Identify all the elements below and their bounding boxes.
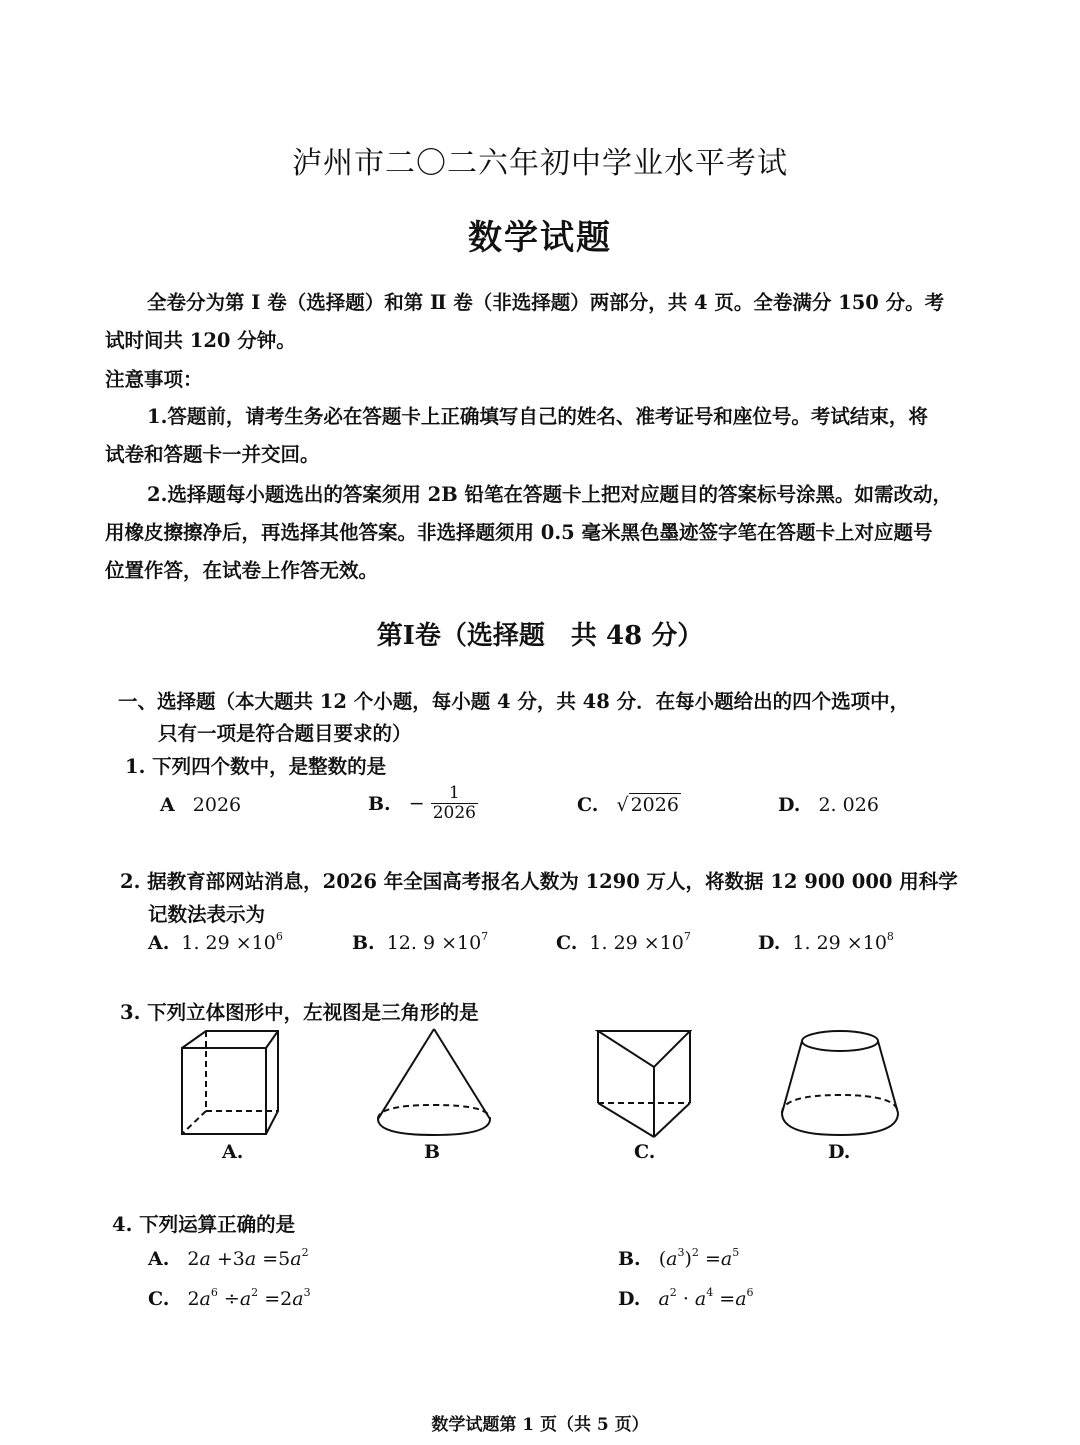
- option-label: A: [160, 794, 175, 816]
- option-label: B.: [352, 932, 375, 954]
- cube-icon: [170, 1025, 290, 1140]
- option-label: B.: [368, 792, 391, 815]
- page-footer: 数学试题第 1 页（共 5 页）: [431, 1415, 649, 1435]
- q3-figure-label-b: B: [424, 1141, 441, 1163]
- q2-option-c: [556, 930, 691, 954]
- option-exponent: 6: [275, 930, 283, 943]
- option-expression: $(a^3)^2 =a^5$: [658, 1246, 740, 1270]
- option-label: A.: [148, 932, 170, 954]
- option-expression: $2a^6 \div a^2 =2a^3$: [187, 1286, 311, 1310]
- option-value: 2. 026: [818, 794, 879, 816]
- option-label: D.: [778, 794, 801, 816]
- square-root: [616, 794, 680, 816]
- option-exponent: 7: [683, 930, 691, 943]
- q1-option-d: [778, 794, 879, 816]
- option-expression: $2a +3a =5a^2$: [187, 1246, 309, 1270]
- triangular-prism-icon: [592, 1025, 696, 1140]
- option-expression: $a^2 \cdot a^4 =a^6$: [658, 1286, 754, 1310]
- option-base: 1. 29 ×10: [792, 932, 887, 954]
- notice-item-1-line-2: 试卷和答题卡一并交回。: [105, 443, 320, 466]
- cone-icon: [372, 1025, 496, 1140]
- notice-item-1-line-1: 1.答题前，请考生务必在答题卡上正确填写自己的姓名、准考证号和座位号。考试结束，将: [147, 405, 928, 428]
- section-heading: 第Ⅰ卷（选择题 共 48 分）: [376, 621, 704, 651]
- option-label: B.: [618, 1248, 641, 1270]
- q3-figure-label-a: A.: [222, 1141, 244, 1163]
- q3-figure-label-c: C.: [634, 1141, 656, 1163]
- q1-option-a: [160, 794, 241, 816]
- part-instruction-line-1: 一、选择题（本大题共 12 个小题，每小题 4 分，共 48 分．在每小题给出的四个选项中，: [118, 690, 910, 713]
- option-label: C.: [148, 1288, 170, 1310]
- q4-option-c: [148, 1286, 311, 1310]
- option-exponent: 8: [886, 930, 894, 943]
- option-label: D.: [618, 1288, 641, 1310]
- intro-line-1: 全卷分为第 Ⅰ 卷（选择题）和第 Ⅱ 卷（非选择题）两部分，共 4 页。全卷满分 150 分。考: [147, 291, 945, 314]
- q1-option-b: [368, 784, 478, 823]
- q2-stem-line-2: 记数法表示为: [148, 903, 266, 926]
- notice-heading: 注意事项：: [105, 368, 203, 391]
- q4-option-a: [148, 1246, 309, 1270]
- option-label: C.: [556, 932, 578, 954]
- option-exponent: 7: [481, 930, 489, 943]
- q1-option-c: [577, 794, 681, 816]
- option-label: D.: [758, 932, 781, 954]
- option-base: 1. 29 ×10: [589, 932, 684, 954]
- option-label: A.: [148, 1248, 170, 1270]
- option-base: 12. 9 ×10: [386, 932, 482, 954]
- subject-title: 数学试题: [468, 218, 612, 258]
- radicand: 2026: [630, 794, 679, 816]
- q4-option-d: [618, 1286, 754, 1310]
- notice-item-2-line-2: 用橡皮擦擦净后，再选择其他答案。非选择题须用 0.5 毫米黑色墨迹签字笔在答题卡上对应题号: [105, 521, 933, 544]
- fraction: [431, 784, 478, 823]
- radical-sign-icon: √: [616, 794, 629, 816]
- q4-stem: 4. 下列运算正确的是: [112, 1213, 296, 1236]
- q2-option-d: [758, 930, 894, 954]
- q3-stem: 3. 下列立体图形中，左视图是三角形的是: [120, 1001, 479, 1024]
- exam-title: 泸州市二〇二六年初中学业水平考试: [292, 146, 788, 181]
- intro-line-2: 试时间共 120 分钟。: [105, 329, 296, 352]
- notice-item-2-line-3: 位置作答，在试卷上作答无效。: [105, 559, 379, 582]
- notice-item-2-line-1: 2.选择题每小题选出的答案须用 2B 铅笔在答题卡上把对应题目的答案标号涂黑。如需改动，: [147, 483, 952, 506]
- q1-stem: 1. 下列四个数中，是整数的是: [125, 755, 387, 778]
- fraction-denominator: 2026: [432, 803, 476, 823]
- minus-sign: −: [408, 792, 425, 815]
- q2-stem-line-1: 2. 据教育部网站消息，2026 年全国高考报名人数为 1290 万人，将数据 12 900 000 用科学: [120, 870, 958, 893]
- option-label: C.: [577, 794, 599, 816]
- option-value: 2026: [192, 794, 242, 816]
- q2-option-a: [148, 930, 283, 954]
- part-instruction-line-2: 只有一项是符合题目要求的）: [158, 722, 412, 745]
- fraction-numerator: 1: [431, 784, 478, 804]
- q4-option-b: [618, 1246, 739, 1270]
- option-base: 1. 29 ×10: [181, 932, 276, 954]
- frustum-icon: [778, 1025, 902, 1140]
- q3-figure-label-d: D.: [828, 1141, 851, 1163]
- q2-option-b: [352, 930, 488, 954]
